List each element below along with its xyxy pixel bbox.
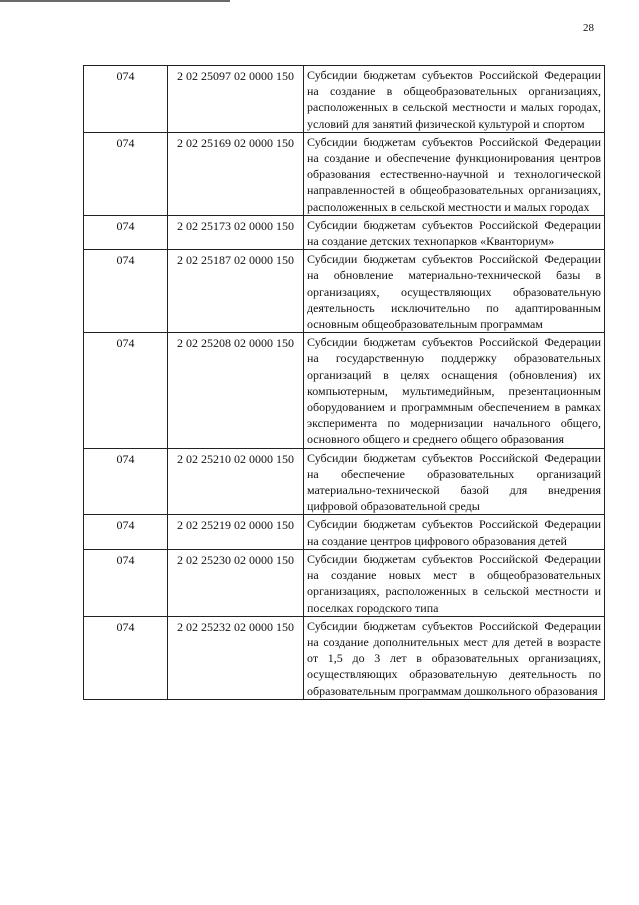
admin-code-cell: 074	[84, 549, 168, 616]
admin-code-cell: 074	[84, 448, 168, 515]
scan-edge-line	[0, 0, 230, 2]
description-cell: Субсидии бюджетам субъектов Российской Федерации на обеспечение образовательных организаций материально-технической базой для внедрения цифровой образовательной среды	[304, 448, 605, 515]
admin-code-cell: 074	[84, 616, 168, 699]
admin-code-cell: 074	[84, 132, 168, 215]
description-cell: Субсидии бюджетам субъектов Российской Федерации на создание детских технопарков «Кванториум»	[304, 215, 605, 249]
table-body	[84, 66, 605, 700]
description-cell: Субсидии бюджетам субъектов Российской Федерации на создание дополнительных мест для детей в возрасте от 1,5 до 3 лет в образовательных организациях, осуществляющих образовательную деятельность по образовательным программам дошкольного образования	[304, 616, 605, 699]
budget-classification-code-cell: 2 02 25208 02 0000 150	[168, 333, 304, 448]
admin-code-cell: 074	[84, 250, 168, 333]
admin-code-cell: 074	[84, 66, 168, 133]
description-cell: Субсидии бюджетам субъектов Российской Федерации на государственную поддержку образовательных организаций в целях оснащения (обновления) их компьютерным, мультимедийным, презентационным оборудованием и программным обеспечением в рамках эксперимента по модернизации начального общего, основного общего и среднего общего образования	[304, 333, 605, 448]
description-cell: Субсидии бюджетам субъектов Российской Федерации на создание новых мест в общеобразовательных организациях, расположенных в сельской местности и поселках городского типа	[304, 549, 605, 616]
budget-classification-code-cell: 2 02 25097 02 0000 150	[168, 66, 304, 133]
table-row	[84, 549, 605, 616]
page-number: 28	[583, 22, 594, 34]
description-cell: Субсидии бюджетам субъектов Российской Федерации на создание центров цифрового образования детей	[304, 515, 605, 549]
budget-classification-code-cell: 2 02 25187 02 0000 150	[168, 250, 304, 333]
description-cell: Субсидии бюджетам субъектов Российской Федерации на создание и обеспечение функционирования центров образования естественно-научной и технологической направленностей в общеобразовательных организациях, расположенных в сельской местности и малых городах	[304, 132, 605, 215]
description-cell: Субсидии бюджетам субъектов Российской Федерации на создание в общеобразовательных организациях, расположенных в сельской местности и малых городах, условий для занятий физической культурой и спортом	[304, 66, 605, 133]
budget-classification-code-cell: 2 02 25230 02 0000 150	[168, 549, 304, 616]
table-row	[84, 132, 605, 215]
table-row	[84, 333, 605, 448]
budget-classification-code-cell: 2 02 25169 02 0000 150	[168, 132, 304, 215]
budget-classification-code-cell: 2 02 25232 02 0000 150	[168, 616, 304, 699]
table-row	[84, 215, 605, 249]
table-row	[84, 250, 605, 333]
budget-codes-table	[83, 65, 605, 700]
table-row	[84, 66, 605, 133]
admin-code-cell: 074	[84, 215, 168, 249]
table-row	[84, 448, 605, 515]
table-row	[84, 616, 605, 699]
admin-code-cell: 074	[84, 333, 168, 448]
budget-classification-code-cell: 2 02 25173 02 0000 150	[168, 215, 304, 249]
admin-code-cell: 074	[84, 515, 168, 549]
budget-classification-code-cell: 2 02 25219 02 0000 150	[168, 515, 304, 549]
budget-classification-code-cell: 2 02 25210 02 0000 150	[168, 448, 304, 515]
table-row	[84, 515, 605, 549]
description-cell: Субсидии бюджетам субъектов Российской Федерации на обновление материально-технической базы в организациях, осуществляющих образовательную деятельность исключительно по адаптированным основным общеобразовательным программам	[304, 250, 605, 333]
